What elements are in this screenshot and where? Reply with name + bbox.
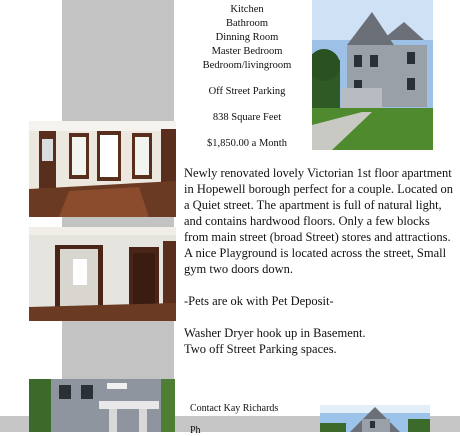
exterior-photo-bottom <box>29 379 175 432</box>
contact-line: Contact Kay Richards <box>190 403 279 414</box>
description-text: Newly renovated lovely Victorian 1st floor apartment in Hopewell borough perfect for a couple. Located on a Quiet street. The apartment is full of natural light, and contains hardwood floors. Only a few blocks from main street (broad Street) stores and attractions. A nice Playground is located across the street, Small gym two doors down. <box>184 166 453 276</box>
size-label: 838 Square Feet <box>212 112 282 123</box>
parking-label: Off Street Parking <box>208 86 286 97</box>
exterior-photo-bottom-right <box>320 405 430 432</box>
feature-item: Kitchen <box>230 4 264 15</box>
phone-label-partial: Ph <box>190 425 201 436</box>
feature-item: Bathroom <box>226 18 268 29</box>
exterior-photo-top <box>312 0 433 150</box>
feature-list <box>186 3 308 151</box>
interior-photo-doorway <box>29 227 176 321</box>
pets-note: -Pets are ok with Pet Deposit- <box>184 294 334 308</box>
parking-spaces-note: Two off Street Parking spaces. <box>184 342 337 356</box>
feature-item: Dinning Room <box>215 32 279 43</box>
listing-description <box>184 165 456 357</box>
laundry-note: Washer Dryer hook up in Basement. <box>184 326 366 340</box>
interior-photo-bay-window <box>29 121 176 217</box>
price-label: $1,850.00 a Month <box>207 138 287 149</box>
feature-item: Bedroom/livingroom <box>202 60 292 71</box>
feature-item: Master Bedroom <box>211 46 283 57</box>
